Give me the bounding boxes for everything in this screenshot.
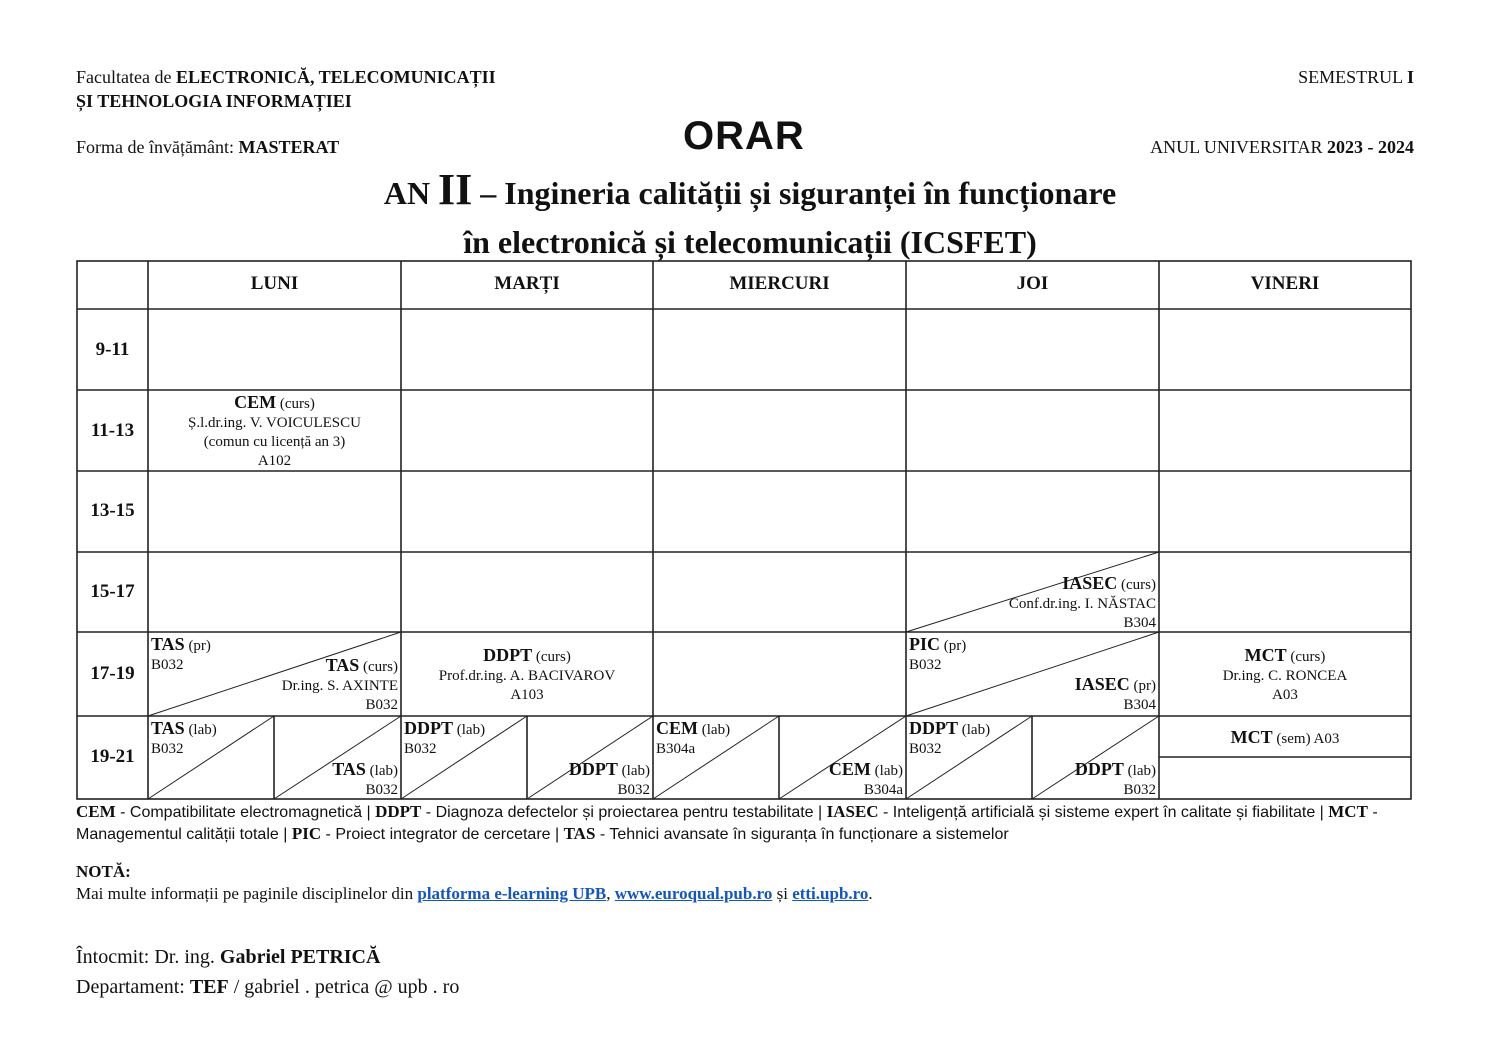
study-form: Forma de învățământ: MASTERAT (76, 137, 340, 157)
day-header-joi: JOI (1016, 273, 1049, 294)
abbreviation-legend: CEM - Compatibilitate electromagnetică | DDPT - Diagnoza defectelor și proiectarea pentru testabilitate | IASEC - Inteligență artificială și sisteme expert în calitate și fiabilitate | MCT - Managementul calității totale | PIC - Proiect integrator de cercetare | TAS - Tehnici avansate în siguranța în funcționare a sistemelor (76, 802, 1378, 843)
class-cem-curs: CEM (curs) Ș.l.dr.ing. V. VOICULESCU (comun cu licență an 3) A102 (188, 392, 361, 469)
slot-label: 15-17 (90, 581, 135, 602)
slot-label: 17-19 (90, 663, 135, 684)
slot-label: 11-13 (90, 420, 135, 441)
class-mct-sem: MCT (sem) A03 (1230, 727, 1340, 747)
day-header-vineri: VINERI (1250, 273, 1320, 294)
link-etti[interactable]: etti.upb.ro (792, 884, 869, 903)
class-ddpt-curs: DDPT (curs) Prof.dr.ing. A. BACIVAROV A103 (438, 645, 616, 703)
academic-year: ANUL UNIVERSITAR 2023 - 2024 (1150, 137, 1414, 157)
class-ddpt-lab: DDPT (lab) B032 (1074, 759, 1156, 798)
day-header-miercuri: MIERCURI (729, 273, 830, 294)
slot-label: 9-11 (95, 339, 130, 360)
class-tas-lab: TAS (lab) B032 (151, 718, 217, 757)
slot-label: 13-15 (90, 500, 135, 521)
day-header-marti: MARȚI (494, 273, 560, 294)
slot-label: 19-21 (90, 746, 135, 767)
link-elearning[interactable]: platforma e-learning UPB (417, 884, 607, 903)
class-cem-lab: CEM (lab) B304a (656, 718, 731, 757)
class-ddpt-lab: DDPT (lab) B032 (404, 718, 486, 757)
class-pic-pr: PIC (pr) B032 (909, 634, 967, 673)
page-title: ORAR (683, 114, 805, 158)
class-tas-curs: TAS (curs) Dr.ing. S. AXINTE B032 (281, 655, 398, 713)
prepared-by: Întocmit: Dr. ing. Gabriel PETRICĂ (76, 946, 381, 968)
class-tas-lab: TAS (lab) B032 (332, 759, 398, 798)
class-iasec-curs: IASEC (curs) Conf.dr.ing. I. NĂSTAC B304 (1008, 573, 1156, 631)
class-mct-curs: MCT (curs) Dr.ing. C. RONCEA A03 (1222, 645, 1348, 703)
class-cem-lab: CEM (lab) B304a (828, 759, 903, 798)
note: NOTĂ: Mai multe informații pe paginile disciplinelor din platforma e-learning UPB, www.euroqual.pub.ro și etti.upb.ro. (76, 862, 873, 903)
class-ddpt-lab: DDPT (lab) B032 (568, 759, 650, 798)
class-iasec-pr: IASEC (pr) B304 (1074, 674, 1156, 713)
link-euroqual[interactable]: www.euroqual.pub.ro (614, 884, 773, 903)
class-ddpt-lab: DDPT (lab) B032 (909, 718, 991, 757)
faculty-name: Facultatea de ELECTRONICĂ, TELECOMUNICAȚII ȘI TEHNOLOGIA INFORMAȚIEI (76, 67, 496, 111)
department: Departament: TEF / gabriel . petrica @ upb . ro (76, 976, 460, 998)
semester: SEMESTRUL I (1298, 67, 1414, 87)
program-title: AN II – Ingineria calității și siguranței în funcționare (383, 165, 1117, 214)
note-title: NOTĂ: (76, 862, 131, 881)
day-header-luni: LUNI (250, 273, 299, 294)
program-subtitle: în electronică și telecomunicații (ICSFET) (463, 224, 1037, 260)
class-tas-pr: TAS (pr) B032 (151, 634, 211, 673)
